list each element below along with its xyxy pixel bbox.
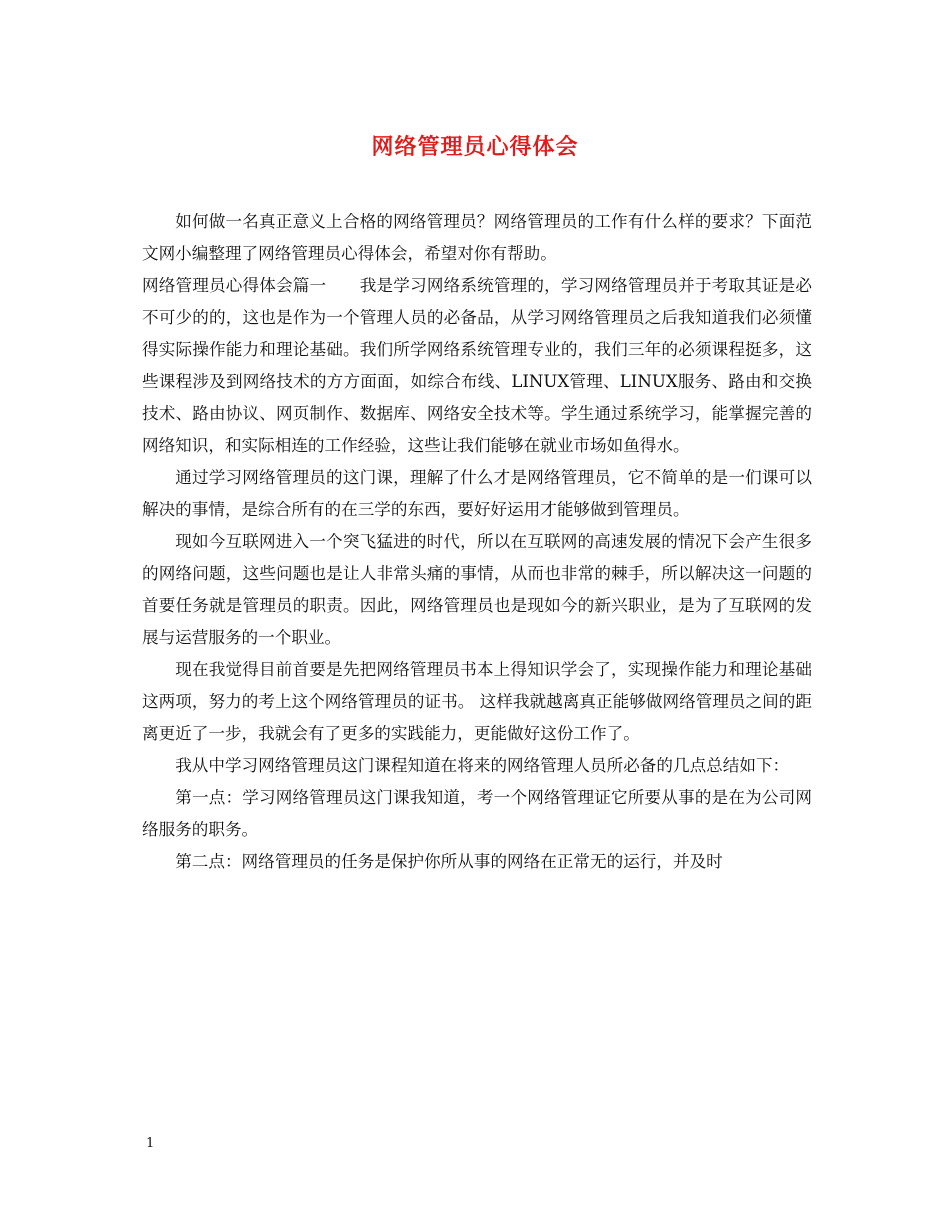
document-body (142, 206, 812, 878)
page-number: 1 (146, 1136, 155, 1151)
paragraph: 现如今互联网进入一个突飞猛进的时代，所以在互联网的高速发展的情况下会产生很多的网络问题，这些问题也是让人非常头痛的事情，从而也非常的棘手，所以解决这一问题的首要任务就是管理员的职责。因此，网络管理员也是现如今的新兴职业，是为了互联网的发展与运营服务的一个职业。 (142, 532, 812, 647)
paragraph: 通过学习网络管理员的这门课，理解了什么才是网络管理员，它不简单的是一们课可以解决的事情，是综合所有的在三学的东西，要好好运用才能够做到管理员。 (142, 468, 812, 519)
paragraph-section-one: 网络管理员心得体会篇一 我是学习网络系统管理的，学习网络管理员并于考取其证是必不可少的的，这也是作为一个管理人员的必备品，从学习网络管理员之后我知道我们必须懂得实际操作能力和理论基础。我们所学网络系统管理专业的，我们三年的必须课程挺多，这些课程涉及到网络技术的方方面面，如综合布线、LINUX管理、LINUX服务、路由和交换技术、路由协议、网页制作、数据库、网络安全技术等。学生通过系统学习，能掌握完善的网络知识，和实际相连的工作经验，这些让我们能够在就业市场如鱼得水。 (142, 276, 812, 455)
paragraph-point-one: 第一点：学习网络管理员这门课我知道，考一个网络管理证它所要从事的是在为公司网络服务的职务。 (142, 788, 812, 839)
paragraph-point-two: 第二点：网络管理员的任务是保护你所从事的网络在正常无的运行，并及时 (175, 852, 723, 871)
paragraph: 现在我觉得目前首要是先把网络管理员书本上得知识学会了，实现操作能力和理论基础这两项，努力的考上这个网络管理员的证书。 这样我就越离真正能够做网络管理员之间的距离更近了一步，我就会有了更多的实践能力，更能做好这份工作了。 (142, 660, 812, 743)
document-title: 网络管理员心得体会 (371, 134, 579, 160)
paragraph: 我从中学习网络管理员这门课程知道在将来的网络管理人员所必备的几点总结如下： (175, 756, 790, 775)
paragraph-intro: 如何做一名真正意义上合格的网络管理员？网络管理员的工作有什么样的要求？下面范文网小编整理了网络管理员心得体会，希望对你有帮助。 (142, 212, 812, 263)
